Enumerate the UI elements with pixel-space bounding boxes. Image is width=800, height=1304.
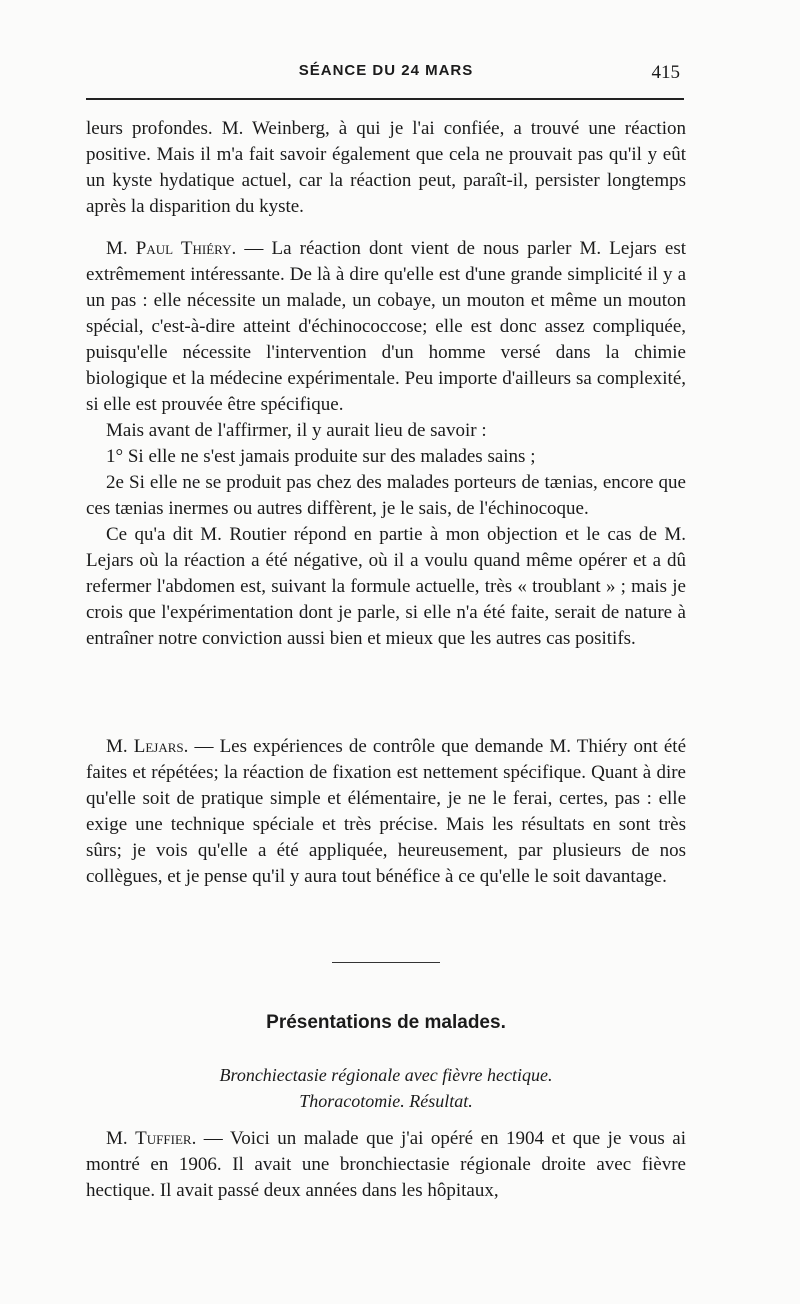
subtitle-line: Bronchiectasie régionale avec fièvre hectique. (219, 1065, 553, 1085)
subtitle-line: Thoracotomie. Résultat. (299, 1091, 473, 1111)
paragraph: leurs profondes. M. Weinberg, à qui je l'ai confiée, a trouvé une réaction positive. Mais il m'a fait savoir également que cela ne prouvait pas qu'il y eût un kyste hydatique actuel, car la réaction peut, paraît-il, persister longtemps après la disparition du kyste. (86, 118, 686, 217)
section-subtitle (86, 1062, 686, 1114)
intervention-lejars (86, 734, 686, 890)
speaker-name: Lejars (133, 736, 184, 757)
intervention-thiery (86, 236, 686, 652)
speaker-prefix: M. (106, 1128, 128, 1149)
speaker-name: Paul Thiéry (135, 238, 232, 259)
speaker-name: Tuffier (135, 1128, 192, 1149)
paragraph-text: . — La réaction dont vient de nous parler M. Lejars est extrêmement intéressante. De là à dire qu'elle est d'une grande simplicité il y a un pas : elle nécessite un malade, un cobaye, un mouton et même un mouton spécial, c'est-à-dire atteint d'échinococcose; elle est donc assez compliquée, puisqu'elle nécessite l'intervention d'un homme versé dans la chimie biologique et la médecine expérimentale. Peu importe d'ailleurs sa complexité, si elle est prouvée être spécifique. (86, 238, 687, 415)
paragraph: 1° Si elle ne s'est jamais produite sur des malades sains ; (106, 446, 536, 467)
header-rule (86, 98, 684, 100)
paragraph-text: . — Les expériences de contrôle que demande M. Thiéry ont été faites et répétées; la réaction de fixation est nettement spécifique. Quant à dire qu'elle soit de pratique simple et élémentaire, je ne le ferai, certes, pas : elle exige une technique spéciale et très précise. Mais les résultats en sont très sûrs; je vois qu'elle a été appliquée, heureusement, par plusieurs de nos collègues, et je pense qu'il y aura tout bénéfice à ce qu'elle le soit davantage. (86, 736, 687, 887)
paragraph: 2e Si elle ne se produit pas chez des malades porteurs de tænias, encore que ces tænias inermes ou autres diffèrent, je le sais, de l'échinocoque. (86, 472, 686, 519)
intervention-tuffier (86, 1126, 686, 1204)
page-number: 415 (651, 62, 680, 83)
speaker-prefix: M. (106, 736, 128, 757)
paragraph (86, 1126, 686, 1204)
paragraph (86, 734, 686, 890)
separator-rule (332, 962, 440, 963)
paragraph (86, 236, 686, 418)
speaker-prefix: M. (106, 238, 128, 259)
section-title: Présentations de malades. (266, 1012, 506, 1033)
paragraph: Mais avant de l'affirmer, il y aurait lieu de savoir : (106, 420, 487, 441)
paragraph-text: . — Voici un malade que j'ai opéré en 1904 et que je vous ai montré en 1906. Il avait une bronchiectasie régionale droite avec fièvre hectique. Il avait passé deux années dans les hôpitaux, (86, 1128, 686, 1201)
running-head: SÉANCE DU 24 MARS (298, 62, 474, 79)
page-header (86, 62, 686, 84)
paragraph: Ce qu'a dit M. Routier répond en partie à mon objection et le cas de M. Lejars où la réaction a été négative, où il a voulu quand même opérer et a dû refermer l'abdomen est, suivant la formule actuelle, très « troublant » ; mais je crois que l'expérimentation dont je parle, si elle n'a été faite, serait de nature à entraîner notre conviction aussi bien et mieux que les autres cas positifs. (86, 524, 686, 649)
paragraph-continuation (86, 116, 686, 220)
